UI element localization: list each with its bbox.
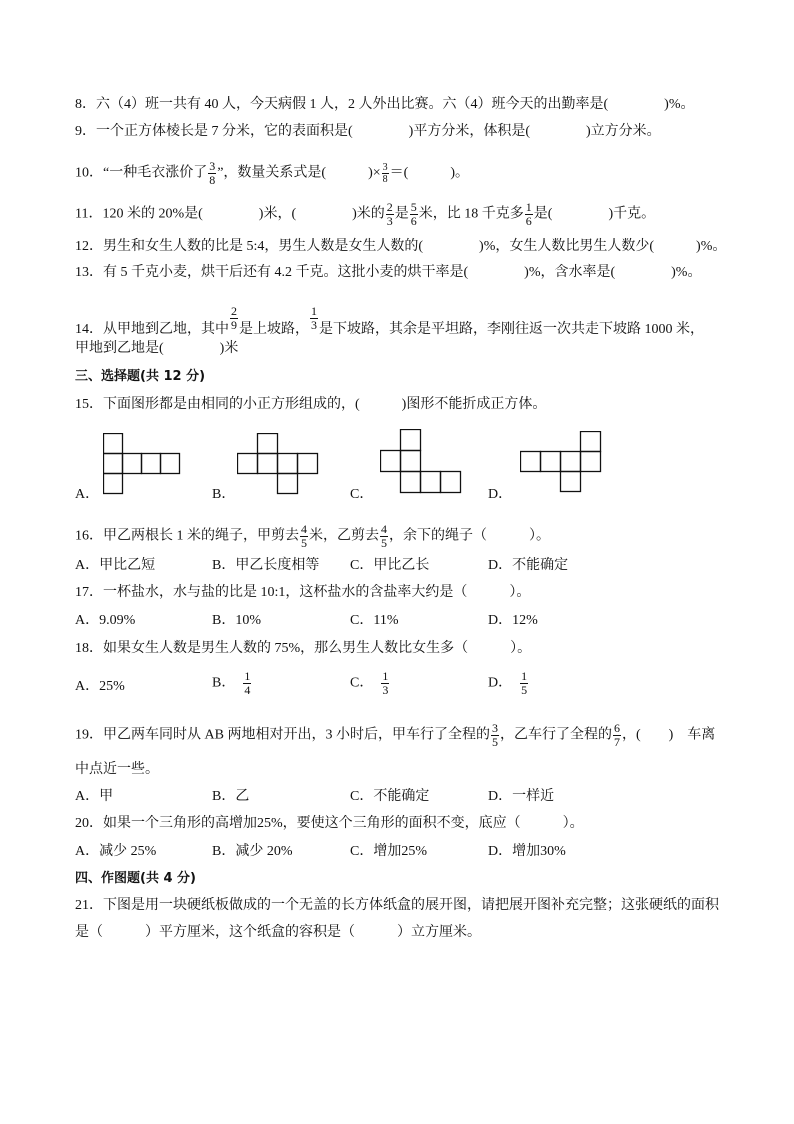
q16-frac2-den: 5 <box>381 536 387 550</box>
q10-fraction-1 <box>208 160 216 187</box>
q11-frac3-num: 1 <box>525 200 532 214</box>
q19-text-b: ，乙车行了全程的 <box>499 727 612 743</box>
q17-option-a[interactable]: A．9.09% <box>75 613 136 628</box>
net-a-square <box>161 454 180 474</box>
q16-frac1-den: 5 <box>301 536 307 550</box>
q11-text-a: 11．120 米的 20%是( )米，( )米的 <box>75 206 385 222</box>
q16-option-a[interactable]: A．甲比乙短 <box>75 558 156 573</box>
q19-fraction-2 <box>613 722 621 749</box>
q19-frac2-den: 7 <box>613 735 620 749</box>
net-b-square <box>258 454 278 474</box>
net-d-figure <box>520 431 604 495</box>
q10-text-a: 10．“一种毛衣涨价了 <box>75 165 208 181</box>
q10-frac2-den: 8 <box>382 174 388 185</box>
q11-fraction-2 <box>410 201 418 228</box>
q20-option-c[interactable]: C．增加25% <box>350 844 427 859</box>
q16-frac1-num: 4 <box>301 522 307 536</box>
q18-option-a[interactable]: A．25% <box>75 679 125 694</box>
net-b-figure <box>237 433 319 495</box>
q18-c-den: 3 <box>382 683 389 697</box>
q14-frac1-num: 2 <box>231 304 237 318</box>
net-a-square <box>104 474 123 494</box>
q17-option-c[interactable]: C．11% <box>350 613 399 628</box>
q10-fraction-2 <box>382 162 389 185</box>
net-b-square <box>258 434 278 454</box>
net-a-square <box>123 454 142 474</box>
question-16 <box>75 523 550 550</box>
net-d-square <box>561 472 581 492</box>
q16-text-a: 16．甲乙两根长 1 米的绳子，甲剪去 <box>75 528 299 544</box>
question-14-line2: 甲地到乙地是( )米 <box>75 341 239 356</box>
q18-option-c-label: C． <box>350 675 374 691</box>
question-15: 15．下面图形都是由相同的小正方形组成的，( )图形不能折成正方体。 <box>75 397 547 412</box>
q19-option-a[interactable]: A．甲 <box>75 789 114 804</box>
q16-option-c[interactable]: C．甲比乙长 <box>350 558 430 573</box>
q19-option-c[interactable]: C．不能确定 <box>350 789 430 804</box>
question-20: 20．如果一个三角形的高增加25%，要使这个三角形的面积不变，底应（ ）。 <box>75 816 584 831</box>
net-d-square <box>521 452 541 472</box>
question-9: 9．一个正方体棱长是 7 分米，它的表面积是( )平方分米，体积是( )立方分米。 <box>75 124 661 139</box>
q11-fraction-3 <box>525 201 533 228</box>
q19-option-b[interactable]: B．乙 <box>212 789 250 804</box>
net-d-square <box>581 452 601 472</box>
q11-frac1-num: 2 <box>386 200 393 214</box>
q16-text-b: 米，乙剪去 <box>309 528 379 544</box>
question-19-line2: 中点近一些。 <box>75 762 159 777</box>
q10-frac2-num: 3 <box>382 162 388 173</box>
question-21-line2: 是（ ）平方厘米，这个纸盒的容积是（ ）立方厘米。 <box>75 925 481 940</box>
q11-frac2-den: 6 <box>410 214 417 228</box>
q18-option-d-fraction <box>520 670 528 697</box>
q18-b-num: 1 <box>244 669 251 683</box>
q11-text-b: 是 <box>394 206 409 222</box>
q18-c-num: 1 <box>382 669 389 683</box>
q11-frac3-den: 6 <box>525 214 532 228</box>
question-17: 17．一杯盐水，水与盐的比是 10:1，这杯盐水的含盐率大约是（ ）。 <box>75 585 531 600</box>
q18-option-d[interactable] <box>488 670 529 697</box>
q17-option-b[interactable]: B．10% <box>212 613 261 628</box>
net-d-square <box>541 452 561 472</box>
net-c-square <box>421 472 441 493</box>
q16-fraction-1 <box>300 523 308 550</box>
net-c-figure <box>380 429 464 495</box>
question-18: 18．如果女生人数是男生人数的 75%，那么男生人数比女生多（ ）。 <box>75 641 532 656</box>
net-b-square <box>278 454 298 474</box>
question-19 <box>75 722 715 749</box>
q14-text-b: 是上坡路， <box>239 322 309 337</box>
q11-frac1-den: 3 <box>386 214 393 228</box>
q14-text-c: 是下坡路，其余是平坦路，李刚往返一次共走下坡路 1000 米， <box>319 322 704 337</box>
q18-option-c-fraction <box>381 670 389 697</box>
net-c-square <box>401 430 421 451</box>
q16-option-b[interactable]: B．甲乙长度相等 <box>212 558 320 573</box>
q18-d-den: 5 <box>521 683 528 697</box>
net-c-square <box>381 451 401 472</box>
q14-text-a: 14．从甲地到乙地，其中 <box>75 322 229 337</box>
net-a-square <box>104 434 123 454</box>
q18-option-b-label: B． <box>212 675 236 691</box>
q19-text-c: ，( ) 车离 <box>621 727 716 743</box>
q15-option-d[interactable]: D． <box>488 487 513 502</box>
net-a-figure <box>103 433 183 495</box>
question-12: 12．男生和女生人数的比是 5:4，男生人数是女生人数的( )%，女生人数比男生人数少( )%。 <box>75 239 727 254</box>
q11-text-d: 是( )千克。 <box>533 206 656 222</box>
q16-frac2-num: 4 <box>381 522 387 536</box>
q19-frac1-den: 5 <box>491 735 498 749</box>
net-c-square <box>401 451 421 472</box>
q15-option-c[interactable]: C． <box>350 487 374 502</box>
q10-frac1-num: 3 <box>209 159 216 173</box>
q10-frac1-den: 8 <box>209 173 216 187</box>
question-14 <box>75 305 704 339</box>
net-b-square <box>238 454 258 474</box>
q15-option-a[interactable]: A． <box>75 487 100 502</box>
net-a-square <box>104 454 123 474</box>
q17-option-d[interactable]: D．12% <box>488 613 538 628</box>
q20-option-d[interactable]: D．增加30% <box>488 844 566 859</box>
q14-fraction-1 <box>230 305 238 332</box>
q10-text-b: ”，数量关系式是( )× <box>217 165 381 181</box>
q16-fraction-2 <box>380 523 388 550</box>
net-b-square <box>278 474 298 494</box>
q11-fraction-1 <box>386 201 394 228</box>
section-4-heading: 四、作图题(共 4 分) <box>75 871 196 886</box>
net-c-square <box>401 472 421 493</box>
q18-option-b[interactable] <box>212 670 252 697</box>
q20-option-b[interactable]: B．减少 20% <box>212 844 293 859</box>
q18-b-den: 4 <box>244 683 251 697</box>
q14-frac1-den: 9 <box>231 318 237 332</box>
q18-option-c[interactable] <box>350 670 390 697</box>
q16-option-d[interactable]: D．不能确定 <box>488 558 569 573</box>
net-d-square <box>581 432 601 452</box>
q16-text-c: ，余下的绳子（ ）。 <box>389 528 550 544</box>
q15-option-b[interactable]: B． <box>212 487 236 502</box>
net-d-square <box>561 452 581 472</box>
q11-text-c: 米，比 18 千克多 <box>418 206 524 222</box>
q20-option-a[interactable]: A．减少 25% <box>75 844 157 859</box>
section-3-heading: 三、选择题(共 12 分) <box>75 369 206 384</box>
question-21-line1: 21．下图是用一块硬纸板做成的一个无盖的长方体纸盒的展开图，请把展开图补充完整；这张硬纸的面积 <box>75 898 719 913</box>
question-8: 8．六（4）班一共有 40 人，今天病假 1 人，2 人外出比赛。六（4）班今天的出勤率是( )%。 <box>75 97 695 112</box>
question-13: 13．有 5 千克小麦，烘干后还有 4.2 千克。这批小麦的烘干率是( )%，含水率是( )%。 <box>75 265 702 280</box>
q14-fraction-2 <box>310 305 318 332</box>
q19-option-d[interactable]: D．一样近 <box>488 789 555 804</box>
net-a-square <box>142 454 161 474</box>
q19-fraction-1 <box>491 722 499 749</box>
q10-text-c: ＝( )。 <box>389 165 469 181</box>
q19-text-a: 19．甲乙两车同时从 AB 两地相对开出，3 小时后，甲车行了全程的 <box>75 727 490 743</box>
q18-option-d-label: D． <box>488 675 513 691</box>
q18-d-num: 1 <box>521 669 528 683</box>
question-11 <box>75 201 655 228</box>
q14-frac2-den: 3 <box>311 318 317 332</box>
net-c-square <box>441 472 461 493</box>
q19-frac1-num: 3 <box>491 721 498 735</box>
question-10 <box>75 160 469 187</box>
q14-frac2-num: 1 <box>311 304 317 318</box>
net-b-square <box>298 454 318 474</box>
q18-option-b-fraction <box>243 670 251 697</box>
q11-frac2-num: 5 <box>410 200 417 214</box>
q19-frac2-num: 6 <box>613 721 620 735</box>
